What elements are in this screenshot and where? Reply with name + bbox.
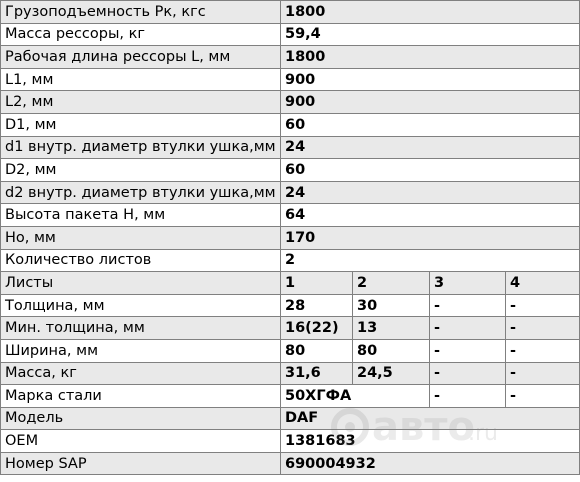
- leaf-column-header: 1: [281, 272, 353, 295]
- table-row: [1, 385, 580, 408]
- table-row: [1, 249, 580, 272]
- leaf-value: 31,6: [281, 362, 353, 385]
- leaf-value: -: [430, 294, 506, 317]
- steel-grade-value: 50ХГФА: [281, 385, 430, 408]
- leaf-value: -: [430, 385, 506, 408]
- leaf-value: -: [506, 294, 580, 317]
- row-value: 60: [281, 159, 580, 182]
- leaf-value: 28: [281, 294, 353, 317]
- row-label: Высота пакета H, мм: [1, 204, 281, 227]
- table-row: [1, 407, 580, 430]
- table-row: [1, 362, 580, 385]
- table-row: [1, 181, 580, 204]
- leaf-value: -: [430, 362, 506, 385]
- row-label: OEM: [1, 430, 281, 453]
- row-value: 59,4: [281, 23, 580, 46]
- leaf-value: -: [506, 339, 580, 362]
- row-value: 1800: [281, 1, 580, 24]
- leaf-value: 80: [353, 339, 430, 362]
- row-label: Грузоподъемность Pк, кгс: [1, 1, 281, 24]
- leaf-value: 16(22): [281, 317, 353, 340]
- row-label: Масса, кг: [1, 362, 281, 385]
- table-row: [1, 136, 580, 159]
- row-label: Ширина, мм: [1, 339, 281, 362]
- row-label: L2, мм: [1, 91, 281, 114]
- row-label: Номер SAP: [1, 452, 281, 475]
- leaf-value: -: [430, 317, 506, 340]
- leaf-value: 80: [281, 339, 353, 362]
- row-value: 170: [281, 226, 580, 249]
- table-row: [1, 1, 580, 24]
- row-label: D2, мм: [1, 159, 281, 182]
- table-row: [1, 339, 580, 362]
- leaves-label: Листы: [1, 272, 281, 295]
- table-row: [1, 430, 580, 453]
- leaf-value: 30: [353, 294, 430, 317]
- leaf-value: -: [506, 317, 580, 340]
- leaf-value: 24,5: [353, 362, 430, 385]
- leaf-value: -: [430, 339, 506, 362]
- leaf-value: -: [506, 385, 580, 408]
- spec-table-body: [1, 1, 580, 475]
- row-value: 1381683: [281, 430, 580, 453]
- row-label: d1 внутр. диаметр втулки ушка,мм: [1, 136, 281, 159]
- row-value: 2: [281, 249, 580, 272]
- table-row: [1, 226, 580, 249]
- table-row: [1, 46, 580, 69]
- row-value: 24: [281, 181, 580, 204]
- row-label: Толщина, мм: [1, 294, 281, 317]
- row-value: 900: [281, 68, 580, 91]
- table-row: [1, 159, 580, 182]
- leaves-header-row: [1, 272, 580, 295]
- table-row: [1, 91, 580, 114]
- row-label: Марка стали: [1, 385, 281, 408]
- row-label: Модель: [1, 407, 281, 430]
- row-label: Мин. толщина, мм: [1, 317, 281, 340]
- table-row: [1, 294, 580, 317]
- row-value: 60: [281, 113, 580, 136]
- leaf-column-header: 3: [430, 272, 506, 295]
- leaf-column-header: 2: [353, 272, 430, 295]
- row-value: 1800: [281, 46, 580, 69]
- row-label: Количество листов: [1, 249, 281, 272]
- leaf-column-header: 4: [506, 272, 580, 295]
- row-label: Масса рессоры, кг: [1, 23, 281, 46]
- row-value: DAF: [281, 407, 580, 430]
- table-row: [1, 68, 580, 91]
- row-label: d2 внутр. диаметр втулки ушка,мм: [1, 181, 281, 204]
- leaf-value: -: [506, 362, 580, 385]
- row-label: D1, мм: [1, 113, 281, 136]
- leaf-value: 13: [353, 317, 430, 340]
- table-row: [1, 317, 580, 340]
- row-value: 24: [281, 136, 580, 159]
- row-value: 900: [281, 91, 580, 114]
- row-label: Рабочая длина рессоры L, мм: [1, 46, 281, 69]
- table-row: [1, 452, 580, 475]
- row-value: 690004932: [281, 452, 580, 475]
- row-value: 64: [281, 204, 580, 227]
- table-row: [1, 23, 580, 46]
- row-label: L1, мм: [1, 68, 281, 91]
- table-row: [1, 204, 580, 227]
- row-label: Ho, мм: [1, 226, 281, 249]
- table-row: [1, 113, 580, 136]
